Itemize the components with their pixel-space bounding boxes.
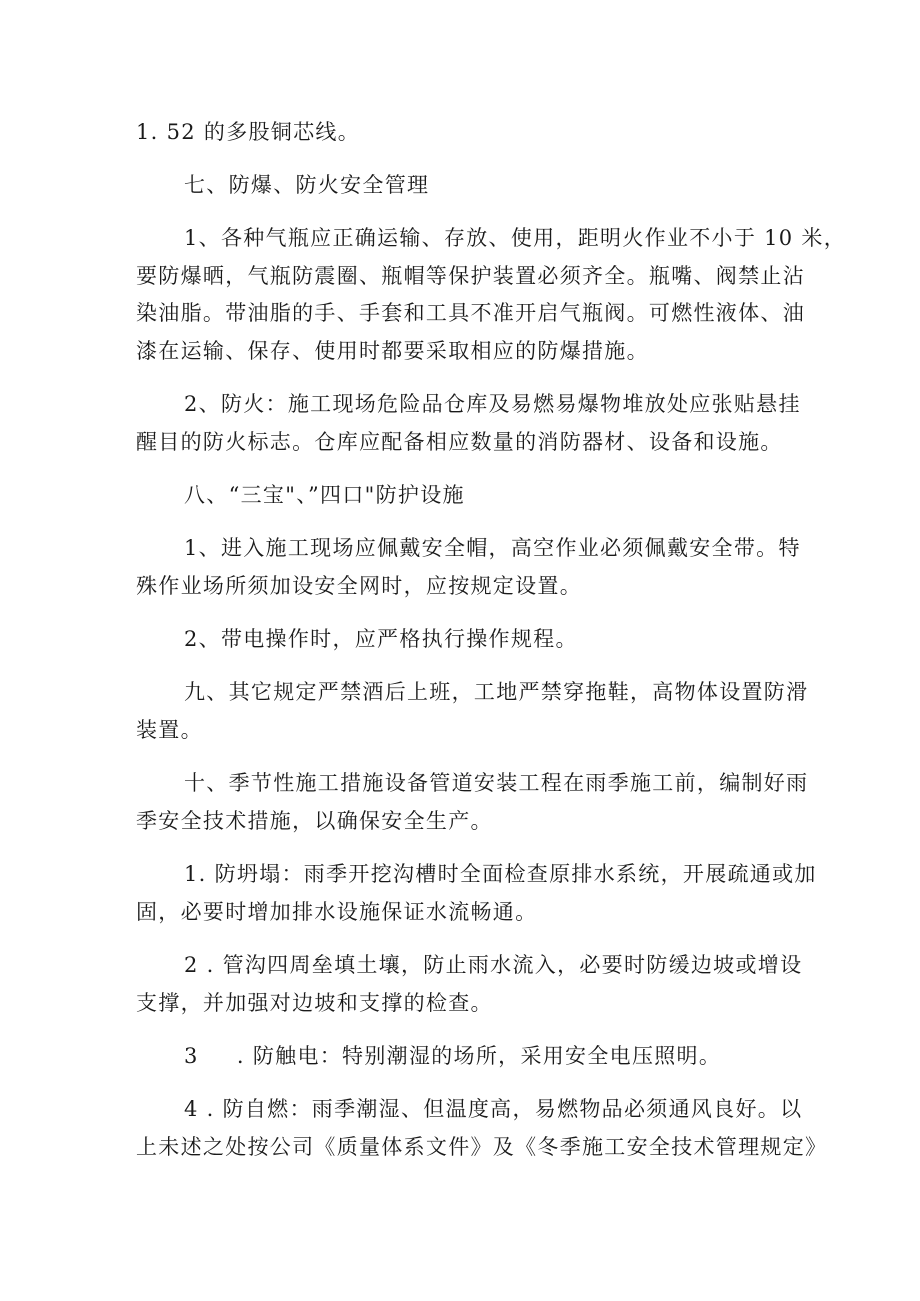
text-line-23: 上未述之处按公司《质量体系文件》及《冬季施工安全技术管理规定》 <box>136 1135 828 1159</box>
text-line-18: 固，必要时增加排水设施保证水流畅通。 <box>136 900 538 924</box>
text-line-17: 1. 防坍塌：雨季开挖沟槽时全面检查原排水系统，开展疏通或加 <box>184 862 817 886</box>
text-line-3: 1、各种气瓶应正确运输、存放、使用，距明火作业不小于 10 米， <box>184 226 847 250</box>
section-heading-8: 八、“三宝"、”四口"防护设施 <box>184 483 465 507</box>
text-line-11: 殊作业场所须加设安全网时，应按规定设置。 <box>136 574 582 598</box>
text-line-10: 1、进入施工现场应佩戴安全帽，高空作业必须佩戴安全带。特 <box>184 536 801 560</box>
text-line-19: 2 . 管沟四周垒填土壤，防止雨水流入，必要时防缓边坡或增设 <box>184 953 803 977</box>
text-line-16: 季安全技术措施，以确保安全生产。 <box>136 809 493 833</box>
text-line-7: 2、防火：施工现场危险品仓库及易燃易爆物堆放处应张贴悬挂 <box>184 392 801 416</box>
text-line-21: 3 . 防触电：特别潮湿的场所，采用安全电压照明。 <box>184 1044 722 1068</box>
text-line-5: 染油脂。带油脂的手、手套和工具不准开启气瓶阀。可燃性液体、油 <box>136 301 805 325</box>
text-line-20: 支撑，并加强对边坡和支撑的检查。 <box>136 991 493 1015</box>
section-heading-10: 十、季节性施工措施设备管道安装工程在雨季施工前，编制好雨 <box>184 771 809 795</box>
text-line-14: 装置。 <box>136 718 203 742</box>
section-heading-9: 九、其它规定严禁酒后上班，工地严禁穿拖鞋，高物体设置防滑 <box>184 680 809 704</box>
section-heading-7: 七、防爆、防火安全管理 <box>184 173 430 197</box>
text-line-1: 1. 52 的多股铜芯线。 <box>136 120 361 144</box>
text-line-22: 4 . 防自燃：雨季潮湿、但温度高，易燃物品必须通风良好。以 <box>184 1097 803 1121</box>
text-line-4: 要防爆晒，气瓶防震圈、瓶帽等保护装置必须齐全。瓶嘴、阀禁止沾 <box>136 264 805 288</box>
text-line-12: 2、带电操作时，应严格执行操作规程。 <box>184 627 578 651</box>
text-line-8: 醒目的防火标志。仓库应配备相应数量的消防器材、设备和设施。 <box>136 430 783 454</box>
text-line-6: 漆在运输、保存、使用时都要采取相应的防爆措施。 <box>136 339 649 363</box>
